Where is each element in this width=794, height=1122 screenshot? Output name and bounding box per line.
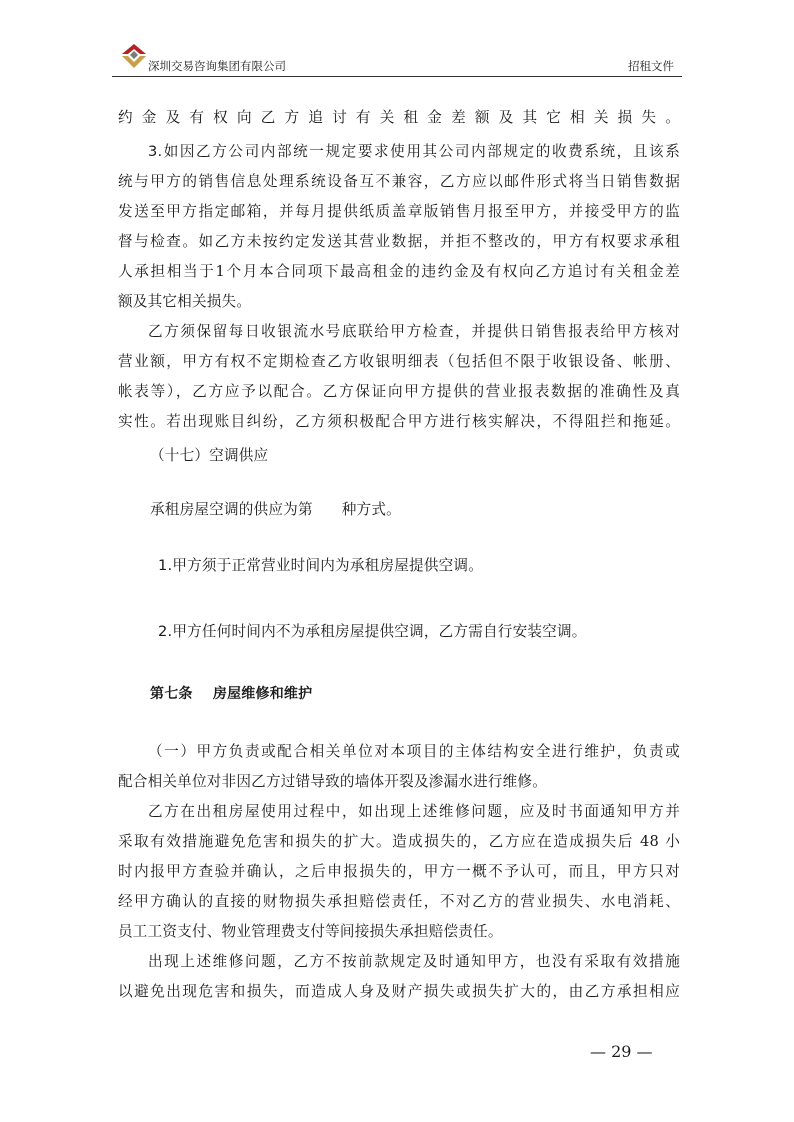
paragraph-line: 发送至甲方指定邮箱，并每月提供纸质盖章版销售月报至甲方，并接受甲方的监 [118,203,680,220]
paragraph-line: 帐表等），乙方应予以配合。乙方保证向甲方提供的营业报表数据的准确性及真 [118,383,680,400]
company-name: 深圳交易咨询集团有限公司 [148,59,286,73]
paragraph-line: 营业额，甲方有权不定期检查乙方收银明细表（包括但不限于收银设备、帐册、 [118,353,680,370]
document-type: 招租文件 [628,59,674,73]
paragraph-line: 时内报甲方查验并确认，之后申报损失的，甲方一概不予认可，而且，甲方只对 [118,863,680,880]
paragraph-line: 额及其它相关损失。 [118,293,252,310]
paragraph-line: 统与甲方的销售信息处理系统设备互不兼容，乙方应以邮件形式将当日销售数据 [118,173,680,190]
company-logo-icon [120,42,148,72]
page-number: — 29 — [590,1042,653,1061]
paragraph-line: 乙方在出租房屋使用过程中，如出现上述维修问题，应及时书面通知甲方并 [148,803,680,820]
paragraph-line: 承租房屋空调的供应为第 种方式。 [150,501,401,518]
paragraph-line: 配合相关单位对非因乙方过错导致的墙体开裂及渗漏水进行维修。 [118,773,548,790]
paragraph-line: 以避免出现危害和损失，而造成人身及财产损失或损失扩大的，由乙方承担相应 [118,983,680,1000]
paragraph-line: 采取有效措施避免危害和损失的扩大。造成损失的，乙方应在造成损失后 48 小 [118,833,680,850]
paragraph-line: 人承担相当于1个月本合同项下最高租金的违约金及有权向乙方追讨有关租金差 [118,263,680,280]
paragraph-line: 3.如因乙方公司内部统一规定要求使用其公司内部规定的收费系统，且该系 [148,143,680,160]
paragraph-line: 约金及有权向乙方追讨有关租金差额及其它相关损失。 [118,109,680,126]
article-heading: 第七条 房屋维修和维护 [150,686,313,702]
page-header [112,40,682,77]
paragraph-line: 员工工资支付、物业管理费支付等间接损失承担赔偿责任。 [118,923,503,940]
paragraph-line: 乙方须保留每日收银流水号底联给甲方检查，并提供日销售报表给甲方核对 [148,323,680,340]
paragraph-line: 出现上述维修问题，乙方不按前款规定及时通知甲方，也没有采取有效措施 [148,953,680,970]
section-heading: （十七）空调供应 [150,447,269,464]
list-item: 1.甲方须于正常营业时间内为承租房屋提供空调。 [158,557,483,574]
list-item: 2.甲方任何时间内不为承租房屋提供空调，乙方需自行安装空调。 [158,623,587,640]
paragraph-line: （一）甲方负责或配合相关单位对本项目的主体结构安全进行维护，负责或 [148,743,680,760]
paragraph-line: 经甲方确认的直接的财物损失承担赔偿责任，不对乙方的营业损失、水电消耗、 [118,893,680,910]
paragraph-line: 实性。若出现账目纠纷，乙方须积极配合甲方进行核实解决，不得阻拦和拖延。 [118,413,680,430]
paragraph-line: 督与检查。如乙方未按约定发送其营业数据，并拒不整改的，甲方有权要求承租 [118,233,680,250]
